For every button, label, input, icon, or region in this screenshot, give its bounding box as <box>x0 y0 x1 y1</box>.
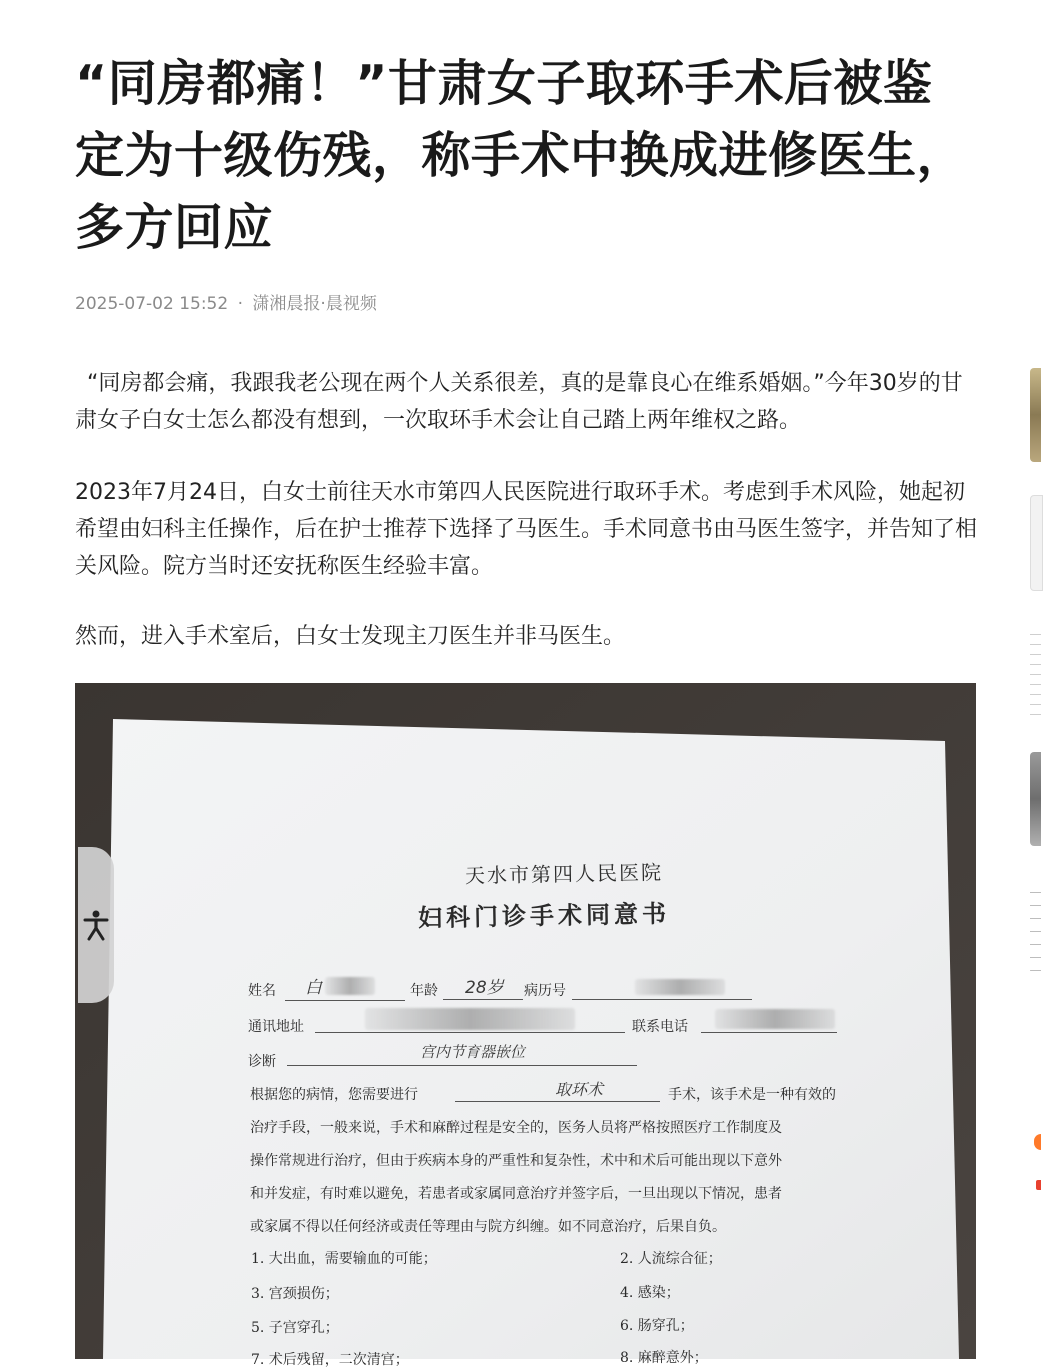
body-line-2: 治疗手段，一般来说，手术和麻醉过程是安全的，医务人员将严格按照医疗工作制度及 <box>250 1120 782 1136</box>
sidebar-mark <box>1036 1180 1041 1190</box>
record-label: 病历号 <box>524 983 566 999</box>
body-line-1b: 手术，该手术是一种有效的 <box>668 1087 836 1103</box>
risk-item: 8. 麻醉意外； <box>620 1350 708 1366</box>
right-sidebar-strip <box>1027 0 1041 1359</box>
risk-item: 3. 宫颈损伤； <box>251 1286 339 1302</box>
article-title: “同房都痛！”甘肃女子取环手术后被鉴定为十级伤残，称手术中换成进修医生，多方回应 <box>75 55 967 256</box>
risk-item: 2. 人流综合征； <box>620 1251 722 1267</box>
hospital-name: 天水市第四人民医院 <box>464 860 664 888</box>
name-value: 白 <box>305 978 322 998</box>
risk-item: 4. 感染； <box>620 1285 680 1301</box>
paper-sheet <box>103 719 959 1359</box>
diagnosis-value: 宫内节育器嵌位 <box>420 1043 526 1061</box>
sidebar-thumbnail[interactable] <box>1030 495 1043 591</box>
risk-item: 1. 大出血，需要输血的可能； <box>251 1251 437 1267</box>
address-label: 通讯地址 <box>248 1019 304 1035</box>
sidebar-badge <box>1034 1134 1041 1150</box>
paragraph-3: 然而，进入手术室后，白女士发现主刀医生并非马医生。 <box>75 624 626 649</box>
article-source[interactable]: 潇湘晨报·晨视频 <box>252 294 377 314</box>
risk-item: 6. 肠穿孔； <box>620 1318 694 1334</box>
age-value: 28岁 <box>465 978 504 998</box>
sidebar-thumbnail[interactable] <box>1030 625 1041 719</box>
name-redaction <box>325 977 375 995</box>
body-line-3: 操作常规进行治疗，但由于疾病本身的严重性和复杂性，术中和术后可能出现以下意外 <box>250 1153 782 1169</box>
form-title: 妇科门诊手术同意书 <box>417 898 671 933</box>
address-redaction <box>365 1008 575 1030</box>
phone-label: 联系电话 <box>632 1019 688 1035</box>
article-container <box>75 0 978 649</box>
sidebar-thumbnail[interactable] <box>1030 368 1041 462</box>
age-label: 年龄 <box>410 983 438 999</box>
diagnosis-label: 诊断 <box>248 1054 276 1070</box>
consent-form-photo[interactable] <box>75 683 976 1368</box>
record-redaction <box>635 979 725 995</box>
body-line-5: 或家属不得以任何经济或责任等理由与院方纠缠。如不同意治疗，后果自负。 <box>250 1219 726 1235</box>
accessibility-person-icon <box>82 909 110 941</box>
article-meta <box>75 292 977 316</box>
phone-redaction <box>715 1009 835 1029</box>
publish-datetime: 2025-07-02 15:52 <box>75 294 229 314</box>
risk-item: 5. 子宫穿孔； <box>251 1320 339 1336</box>
sidebar-thumbnail[interactable] <box>1030 880 1041 974</box>
paragraph-1: “同房都会痛，我跟我老公现在两个人关系很差，真的是靠良心在维系婚姻。”今年30岁的甘肃女子白女士怎么都没有想到，一次取环手术会让自己踏上两年维权之路。 <box>75 371 963 433</box>
meta-separator: · <box>237 294 244 314</box>
body-line-1: 根据您的病情，您需要进行 <box>250 1087 418 1103</box>
name-label: 姓名 <box>248 983 276 999</box>
paragraph-2: 2023年7月24日，白女士前往天水市第四人民医院进行取环手术。考虑到手术风险，她起初希望由妇科主任操作，后在护士推荐下选择了马医生。手术同意书由马医生签字，并告知了相关风险。院方当时还安抚称医生经验丰富。 <box>75 480 978 579</box>
surgery-value: 取环术 <box>555 1080 604 1099</box>
risk-item: 7. 术后残留，二次清宫； <box>251 1352 409 1368</box>
accessibility-toggle[interactable] <box>78 847 114 1003</box>
body-line-4: 和并发症，有时难以避免，若患者或家属同意治疗并签字后，一旦出现以下情况，患者 <box>250 1186 782 1202</box>
sidebar-thumbnail[interactable] <box>1030 752 1041 846</box>
